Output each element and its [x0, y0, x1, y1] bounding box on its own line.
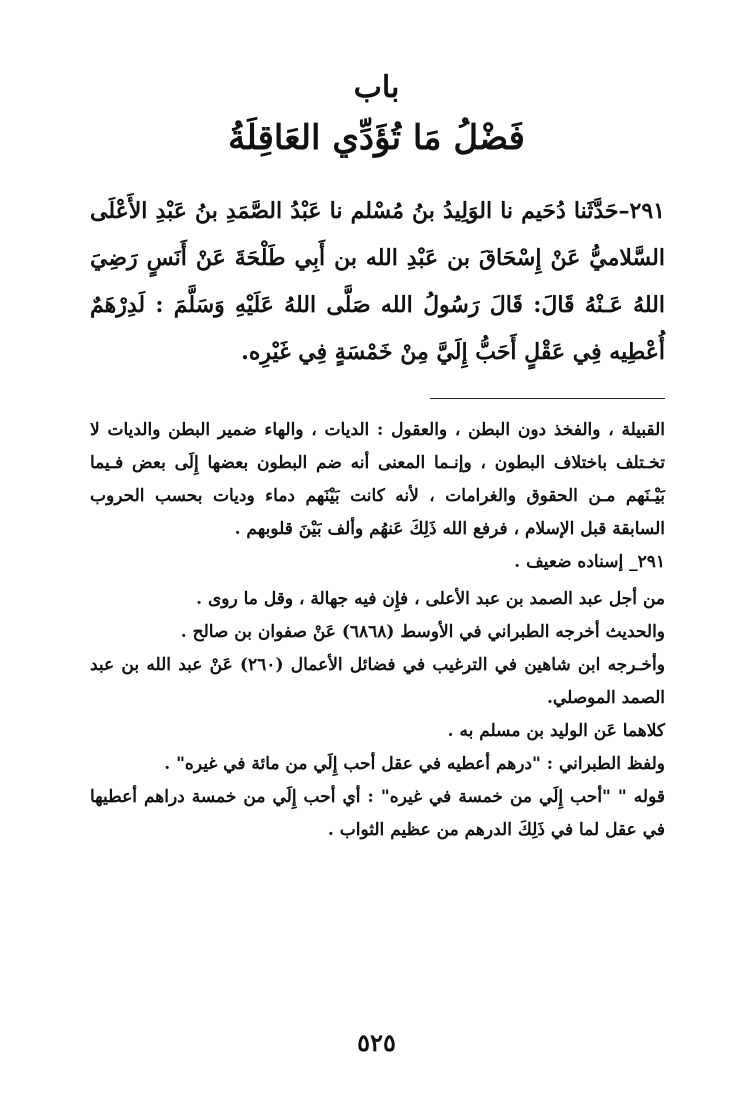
footnotes: [90, 414, 665, 847]
footnote-paragraph: ولفظ الطبراني : "درهم أعطيه في عقل أحب إِلَي من مائة في غيره" .: [164, 754, 665, 774]
section-title: فَضْلُ مَا تُؤَدِّي العَاقِلَةُ: [228, 118, 525, 158]
hadith-text: ٢٩١–حَدَّثَنا دُحَيم نا الوَلِيدُ بنُ مُسْلم نا عَبْدُ الصَّمَدِ بنُ عَبْدِ الأَعْلَى السَّلاميُّ عَنْ إِسْحَاقَ بن عَبْدِ الله بن أَبِي طَلْحَةَ عَنْ أَنَسٍ رَضِيَ اللهُ عَـنْهُ قَالَ: قَالَ رَسُولُ الله صَلَّى اللهُ عَلَيْهِ وَسَلَّمَ : لَدِرْهَمٌ أُعْطِيه فِي عَقْلٍ أَحَبُّ إِلَيَّ مِنْ خَمْسَةٍ فِي غَيْرِه.: [90, 198, 665, 365]
footnote-paragraph: القبيلة ، والفخذ دون البطن ، والعقول : الديات ، والهاء ضمير البطن والديات لا تخـتلف باختلاف البطون ، وإنـما المعنى أنه ضم البطون بعضها إِلَى بعض فـيما بَيْـنَهم مـن الحقوق والغرامات ، لأنه كانت بَيْنَهم دماء وديات بحسب الحروب السابقة قبل الإسلام ، فرفع الله ذَلِكَ عَنهُم وألف بَيْنَ قلوبهم .: [90, 420, 665, 539]
footnote-divider: [430, 398, 665, 399]
footnote-paragraph: ٢٩١_ إسناده ضعيف .: [514, 552, 665, 572]
footnote-paragraph: والحديث أخرجه الطبراني في الأوسط (٦٨٦٨) عَنْ صفوان بن صالح .: [180, 622, 665, 642]
page-number: ٥٢٥: [357, 1028, 396, 1057]
footnote-paragraph: من أجل عبد الصمد بن عبد الأعلى ، فإِن فيه جهالة ، وقل ما روى .: [196, 589, 665, 609]
footnote-paragraph: كلاهما عَن الوليد بن مسلم به .: [447, 721, 665, 741]
hadith-block: [90, 188, 665, 376]
chapter-label: باب: [353, 70, 400, 105]
footnote-paragraph: وأخـرجه ابن شاهين في الترغيب في فضائل الأعمال (٢٦٠) عَنْ عبد الله بن عبد الصمد الموصلي.: [90, 655, 665, 708]
footnote-paragraph: قوله " "أحب إِلَي من خمسة في غيره" : أي أحب إِلَي من خمسة دراهم أعطيها في عقل لما في ذَلِكَ الدرهم من عظيم الثواب .: [90, 787, 665, 840]
